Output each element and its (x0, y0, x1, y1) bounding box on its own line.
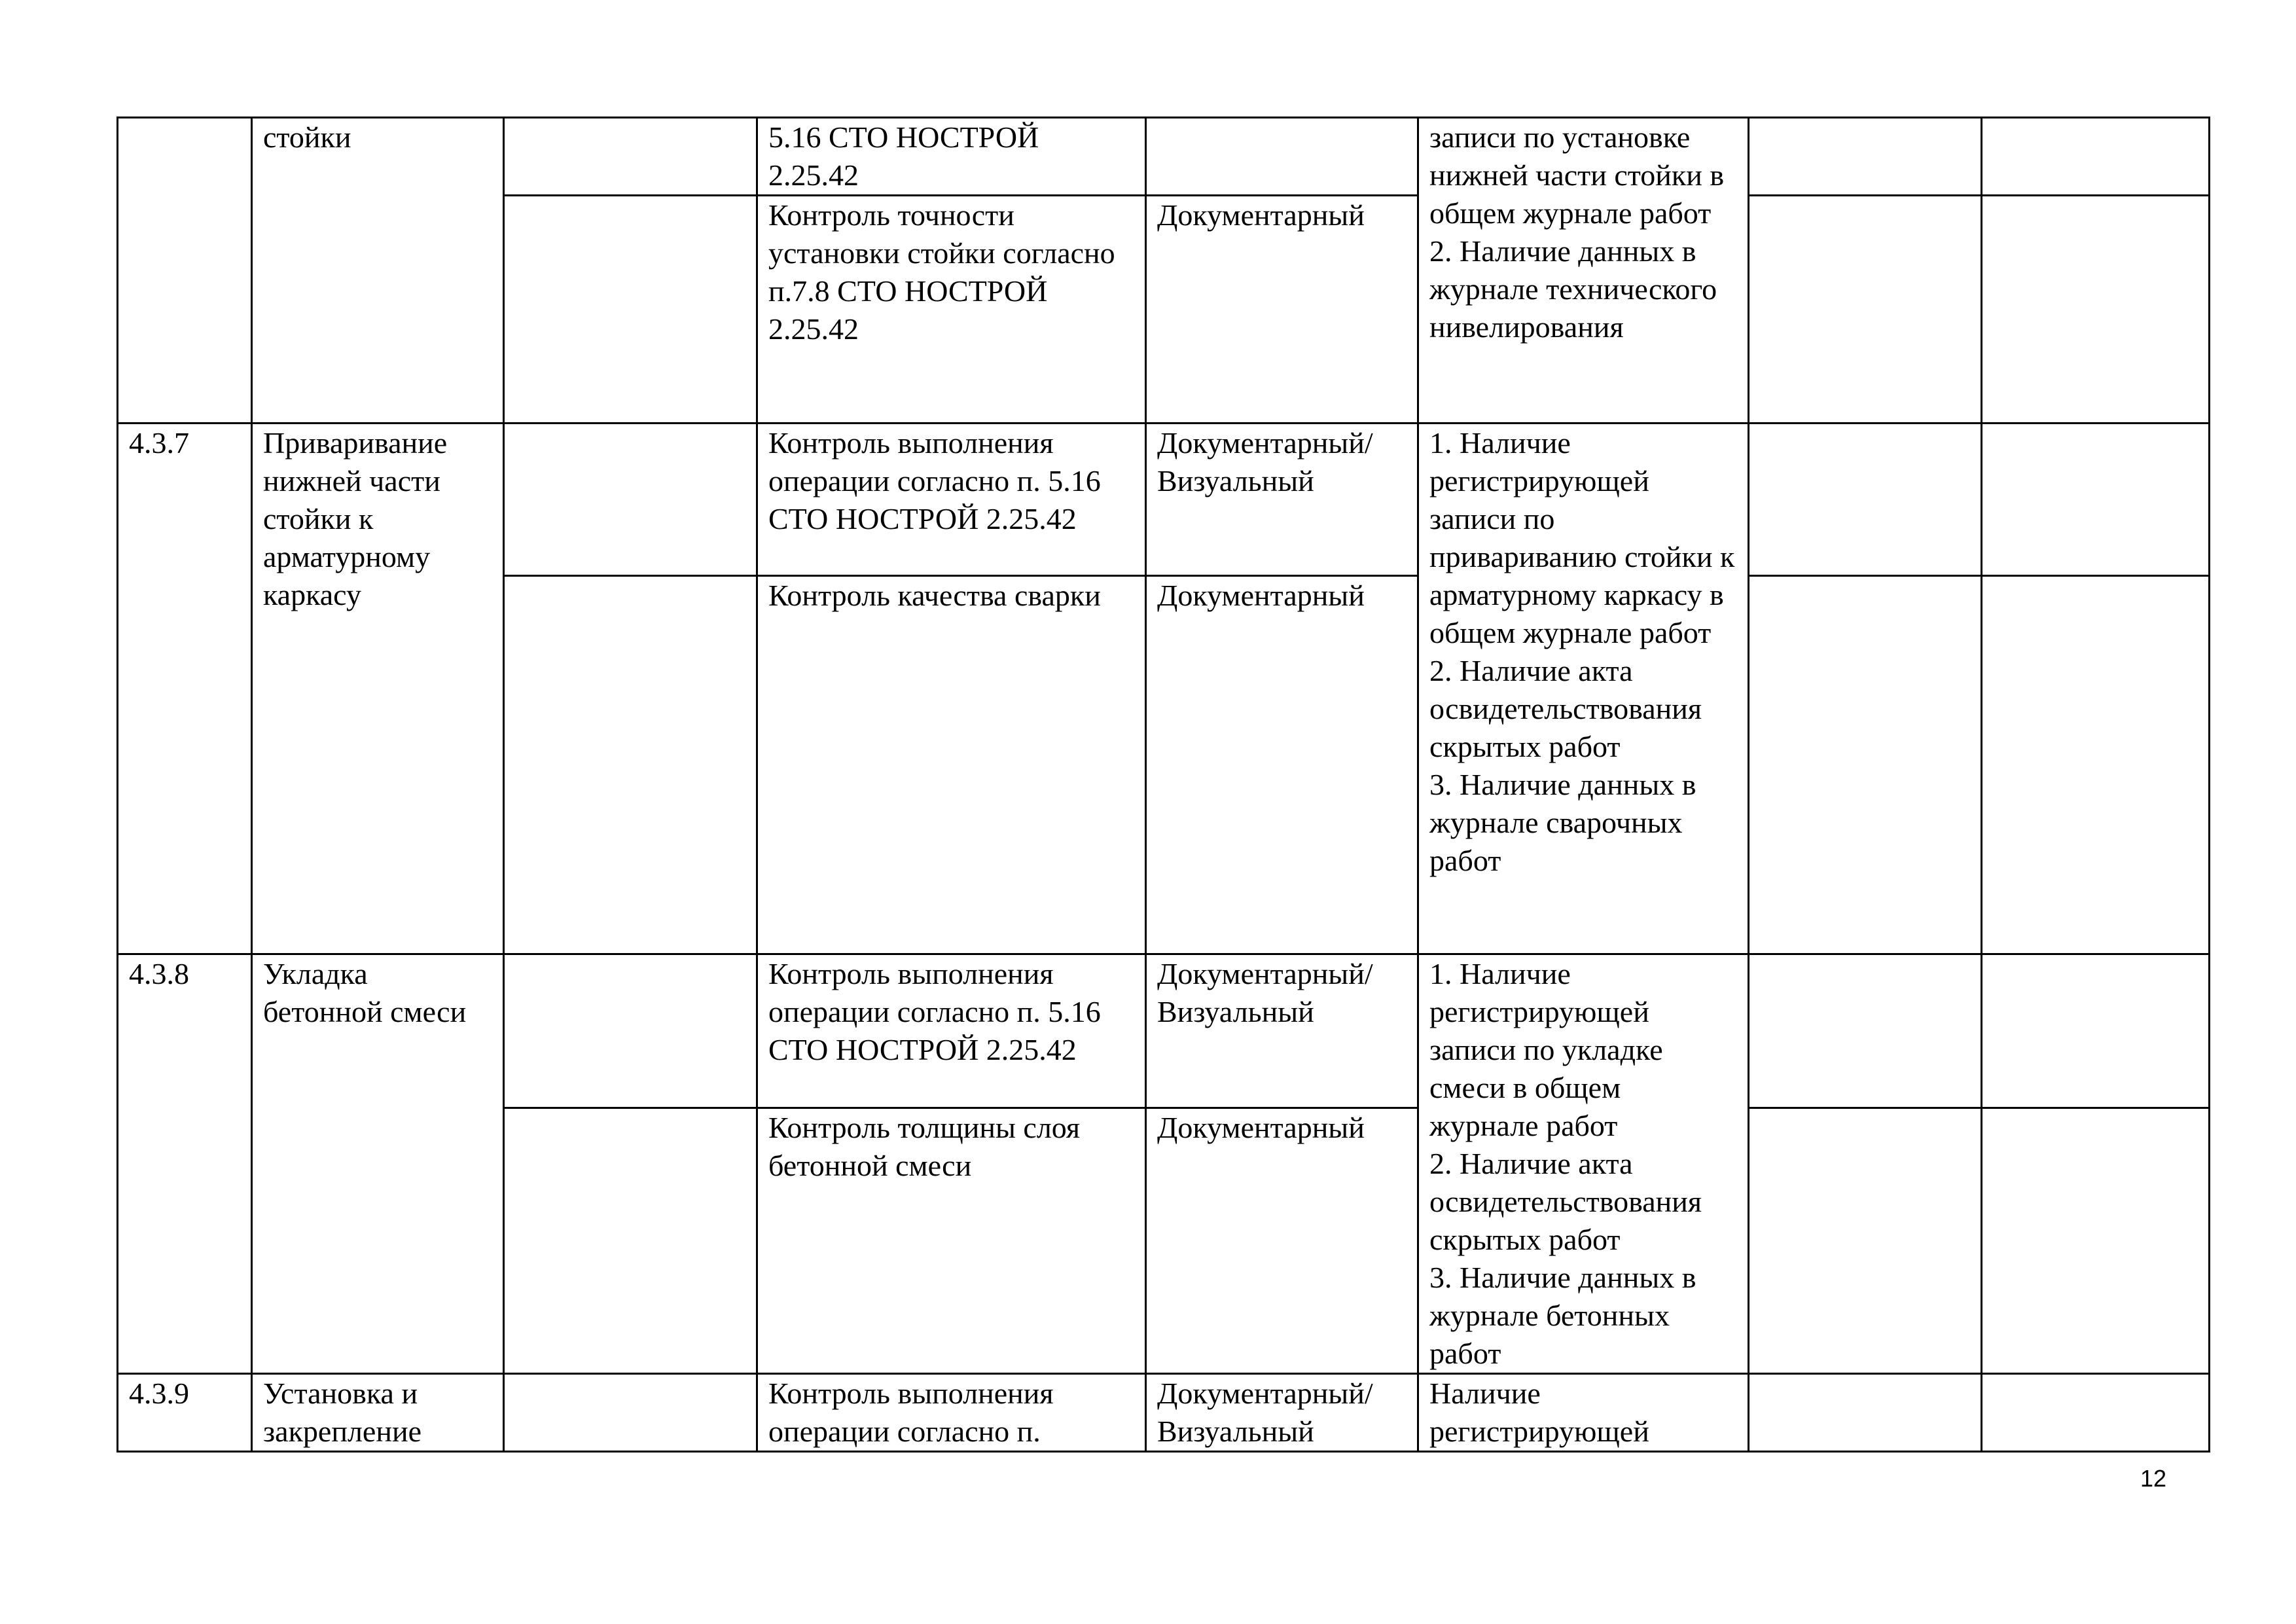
cell-number: 4.3.8 (118, 954, 252, 1374)
cell-stage-name: Укладка бетонной смеси (252, 954, 504, 1374)
cell-blank (1749, 1108, 1982, 1373)
cell-blank (504, 576, 757, 954)
cell-number: 4.3.9 (118, 1374, 252, 1452)
cell-operation: Контроль качества сварки (757, 576, 1146, 954)
cell-number: 4.3.7 (118, 424, 252, 954)
cell-blank (1749, 196, 1982, 424)
cell-method: Документарный (1146, 576, 1418, 954)
cell-stage-name: стойки (252, 118, 504, 424)
cell-blank (504, 196, 757, 424)
cell-documents: 1. Наличие регистрирующей записи по привариванию стойки к арматурному каркасу в общем журнале работ 2. Наличие акта освидетельствования скрытых работ 3. Наличие данных в журнале сварочных работ (1418, 424, 1749, 954)
cell-documents: Наличие регистрирующей (1418, 1374, 1749, 1452)
cell-blank (504, 424, 757, 576)
cell-blank (1982, 196, 2210, 424)
table-row (118, 1374, 2210, 1452)
cell-blank (1749, 954, 1982, 1108)
cell-blank (1982, 954, 2210, 1108)
cell-operation: Контроль выполнения операции согласно п. 5.16 СТО НОСТРОЙ 2.25.42 (757, 954, 1146, 1108)
cell-blank (504, 1374, 757, 1452)
cell-number (118, 118, 252, 424)
cell-blank (1749, 424, 1982, 576)
cell-operation: Контроль толщины слоя бетонной смеси (757, 1108, 1146, 1373)
cell-blank (1749, 576, 1982, 954)
cell-operation: Контроль выполнения операции согласно п. 5.16 СТО НОСТРОЙ 2.25.42 (757, 424, 1146, 576)
cell-blank (1982, 118, 2210, 196)
cell-blank (1749, 1374, 1982, 1452)
cell-blank (1982, 1108, 2210, 1373)
cell-operation: Контроль выполнения операции согласно п. (757, 1374, 1146, 1452)
cell-blank (1982, 576, 2210, 954)
cell-method: Документарный/ Визуальный (1146, 954, 1418, 1108)
cell-documents: записи по установке нижней части стойки в общем журнале работ 2. Наличие данных в журнале технического нивелирования (1418, 118, 1749, 424)
page-number: 12 (2140, 1465, 2166, 1492)
table-row (118, 954, 2210, 1108)
cell-method: Документарный (1146, 1108, 1418, 1373)
cell-blank (504, 118, 757, 196)
table-row (118, 118, 2210, 196)
table-row (118, 424, 2210, 576)
inspection-table (117, 117, 2210, 1453)
cell-stage-name: Приваривание нижней части стойки к арматурному каркасу (252, 424, 504, 954)
cell-method: Документарный/ Визуальный (1146, 1374, 1418, 1452)
cell-blank (504, 1108, 757, 1373)
cell-stage-name: Установка и закрепление (252, 1374, 504, 1452)
cell-blank (1982, 424, 2210, 576)
cell-method (1146, 118, 1418, 196)
cell-blank (504, 954, 757, 1108)
cell-method: Документарный (1146, 196, 1418, 424)
cell-blank (1749, 118, 1982, 196)
cell-operation: 5.16 СТО НОСТРОЙ 2.25.42 (757, 118, 1146, 196)
cell-operation: Контроль точности установки стойки согласно п.7.8 СТО НОСТРОЙ 2.25.42 (757, 196, 1146, 424)
cell-blank (1982, 1374, 2210, 1452)
cell-documents: 1. Наличие регистрирующей записи по укладке смеси в общем журнале работ 2. Наличие акта освидетельствования скрытых работ 3. Наличие данных в журнале бетонных работ (1418, 954, 1749, 1374)
cell-method: Документарный/ Визуальный (1146, 424, 1418, 576)
